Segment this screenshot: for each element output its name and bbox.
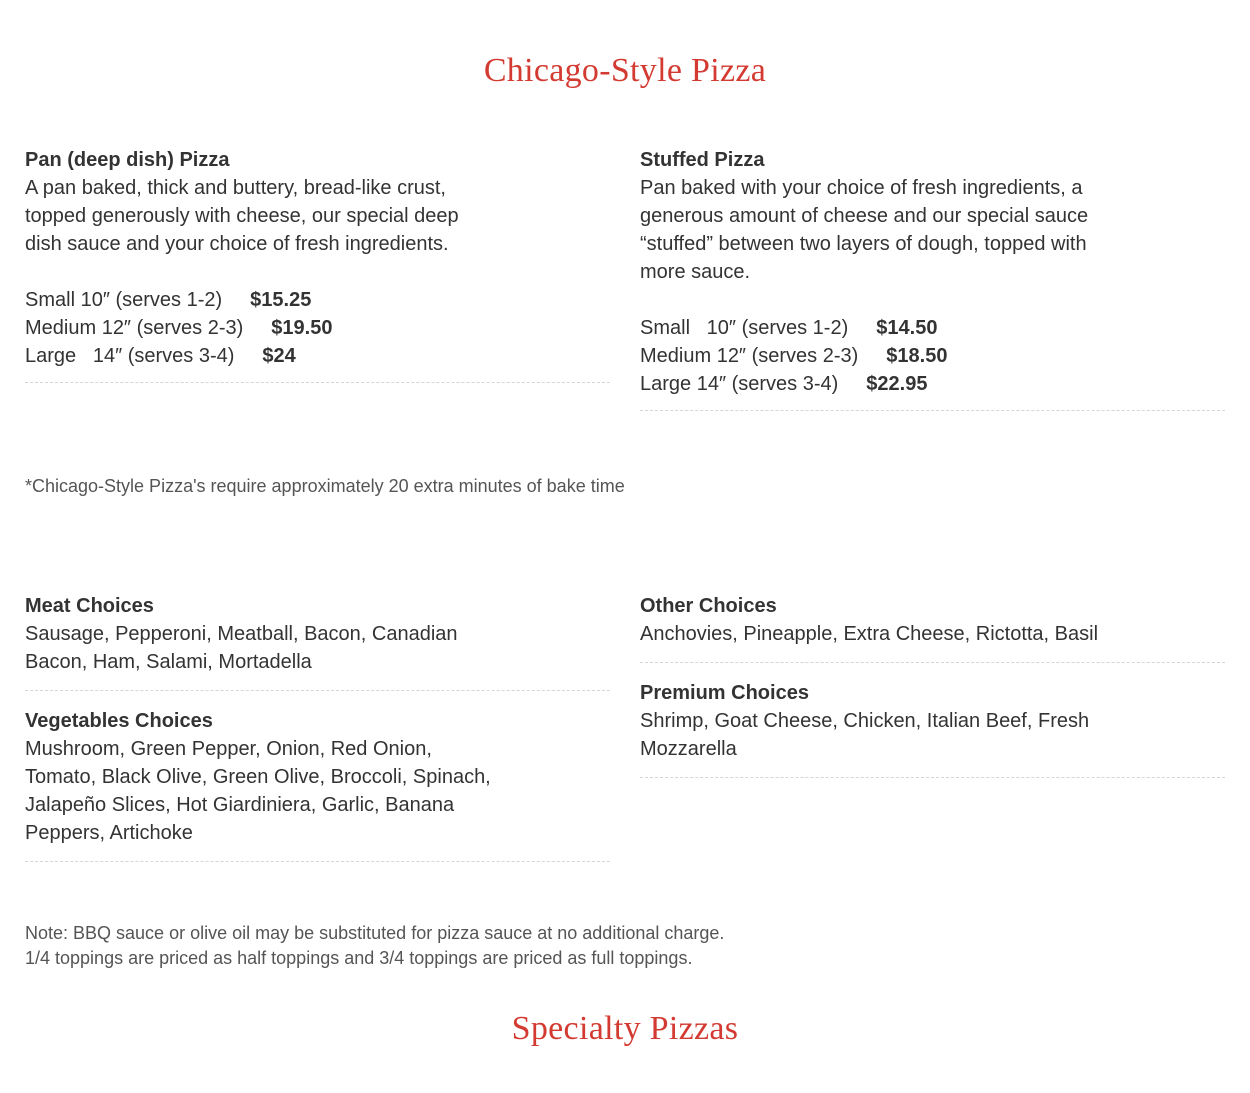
vegetable-choices-title: Vegetables Choices bbox=[25, 710, 213, 732]
pan-pizza-item bbox=[25, 146, 610, 383]
size-row bbox=[25, 286, 610, 314]
size-price: $15.25 bbox=[250, 289, 312, 311]
pan-pizza-name: Pan (deep dish) Pizza bbox=[25, 149, 230, 171]
pan-pizza-sizes bbox=[25, 286, 610, 382]
substitution-note: Note: BBQ sauce or olive oil may be substituted for pizza sauce at no additional charge. bbox=[25, 923, 725, 943]
stuffed-pizza-name: Stuffed Pizza bbox=[640, 149, 765, 171]
chicago-style-title: Chicago-Style Pizza bbox=[483, 52, 767, 89]
size-label: Medium 12″ (serves 2-3) bbox=[25, 317, 244, 339]
stuffed-pizza-section bbox=[640, 146, 1225, 411]
size-price: $18.50 bbox=[886, 345, 948, 367]
size-row bbox=[640, 314, 1225, 342]
size-label: Small 10″ (serves 1-2) bbox=[25, 289, 223, 311]
size-row bbox=[25, 342, 610, 370]
premium-choices-title: Premium Choices bbox=[640, 682, 809, 704]
vegetable-choices-list: Mushroom, Green Pepper, Onion, Red Onion, Tomato, Black Olive, Green Olive, Broccoli, Spinach, Jalapeño Slices, Hot Giardiniera, Garlic, Banana Peppers, Artichoke bbox=[25, 738, 491, 844]
meat-choices bbox=[25, 592, 610, 691]
bake-time-note: *Chicago-Style Pizza's require approximately 20 extra minutes of bake time bbox=[25, 476, 625, 496]
size-label: Large 14″ (serves 3-4) bbox=[25, 345, 235, 367]
size-label: Large 14″ (serves 3-4) bbox=[640, 373, 839, 395]
size-row bbox=[640, 370, 1225, 398]
stuffed-pizza-description: Pan baked with your choice of fresh ingredients, a generous amount of cheese and our special sauce “stuffed” between two layers of dough, topped with more sauce. bbox=[640, 177, 1089, 283]
specialty-pizzas-title: Specialty Pizzas bbox=[511, 1010, 739, 1047]
premium-choices-list: Shrimp, Goat Cheese, Chicken, Italian Beef, Fresh Mozzarella bbox=[640, 710, 1090, 760]
size-price: $19.50 bbox=[271, 317, 333, 339]
toppings-pricing-note: 1/4 toppings are priced as half toppings and 3/4 toppings are priced as full toppings. bbox=[25, 948, 693, 968]
other-choices-list: Anchovies, Pineapple, Extra Cheese, Rictotta, Basil bbox=[640, 623, 1099, 645]
premium-choices bbox=[640, 679, 1225, 778]
size-row bbox=[640, 342, 1225, 370]
size-price: $22.95 bbox=[866, 373, 928, 395]
other-choices bbox=[640, 592, 1225, 663]
vegetable-choices bbox=[25, 707, 610, 862]
pan-pizza-description: A pan baked, thick and buttery, bread-like crust, topped generously with cheese, our special deep dish sauce and your choice of fresh ingredients. bbox=[25, 177, 459, 255]
meat-choices-title: Meat Choices bbox=[25, 595, 154, 617]
size-row bbox=[25, 314, 610, 342]
pan-pizza-section bbox=[25, 146, 610, 383]
choices-left bbox=[25, 592, 610, 862]
other-choices-title: Other Choices bbox=[640, 595, 777, 617]
size-label: Small 10″ (serves 1-2) bbox=[640, 317, 849, 339]
size-label: Medium 12″ (serves 2-3) bbox=[640, 345, 859, 367]
stuffed-pizza-item bbox=[640, 146, 1225, 411]
meat-choices-list: Sausage, Pepperoni, Meatball, Bacon, Canadian Bacon, Ham, Salami, Mortadella bbox=[25, 623, 458, 673]
stuffed-pizza-sizes bbox=[640, 314, 1225, 410]
size-price: $24 bbox=[262, 345, 296, 367]
choices-right bbox=[640, 592, 1225, 778]
size-price: $14.50 bbox=[876, 317, 938, 339]
